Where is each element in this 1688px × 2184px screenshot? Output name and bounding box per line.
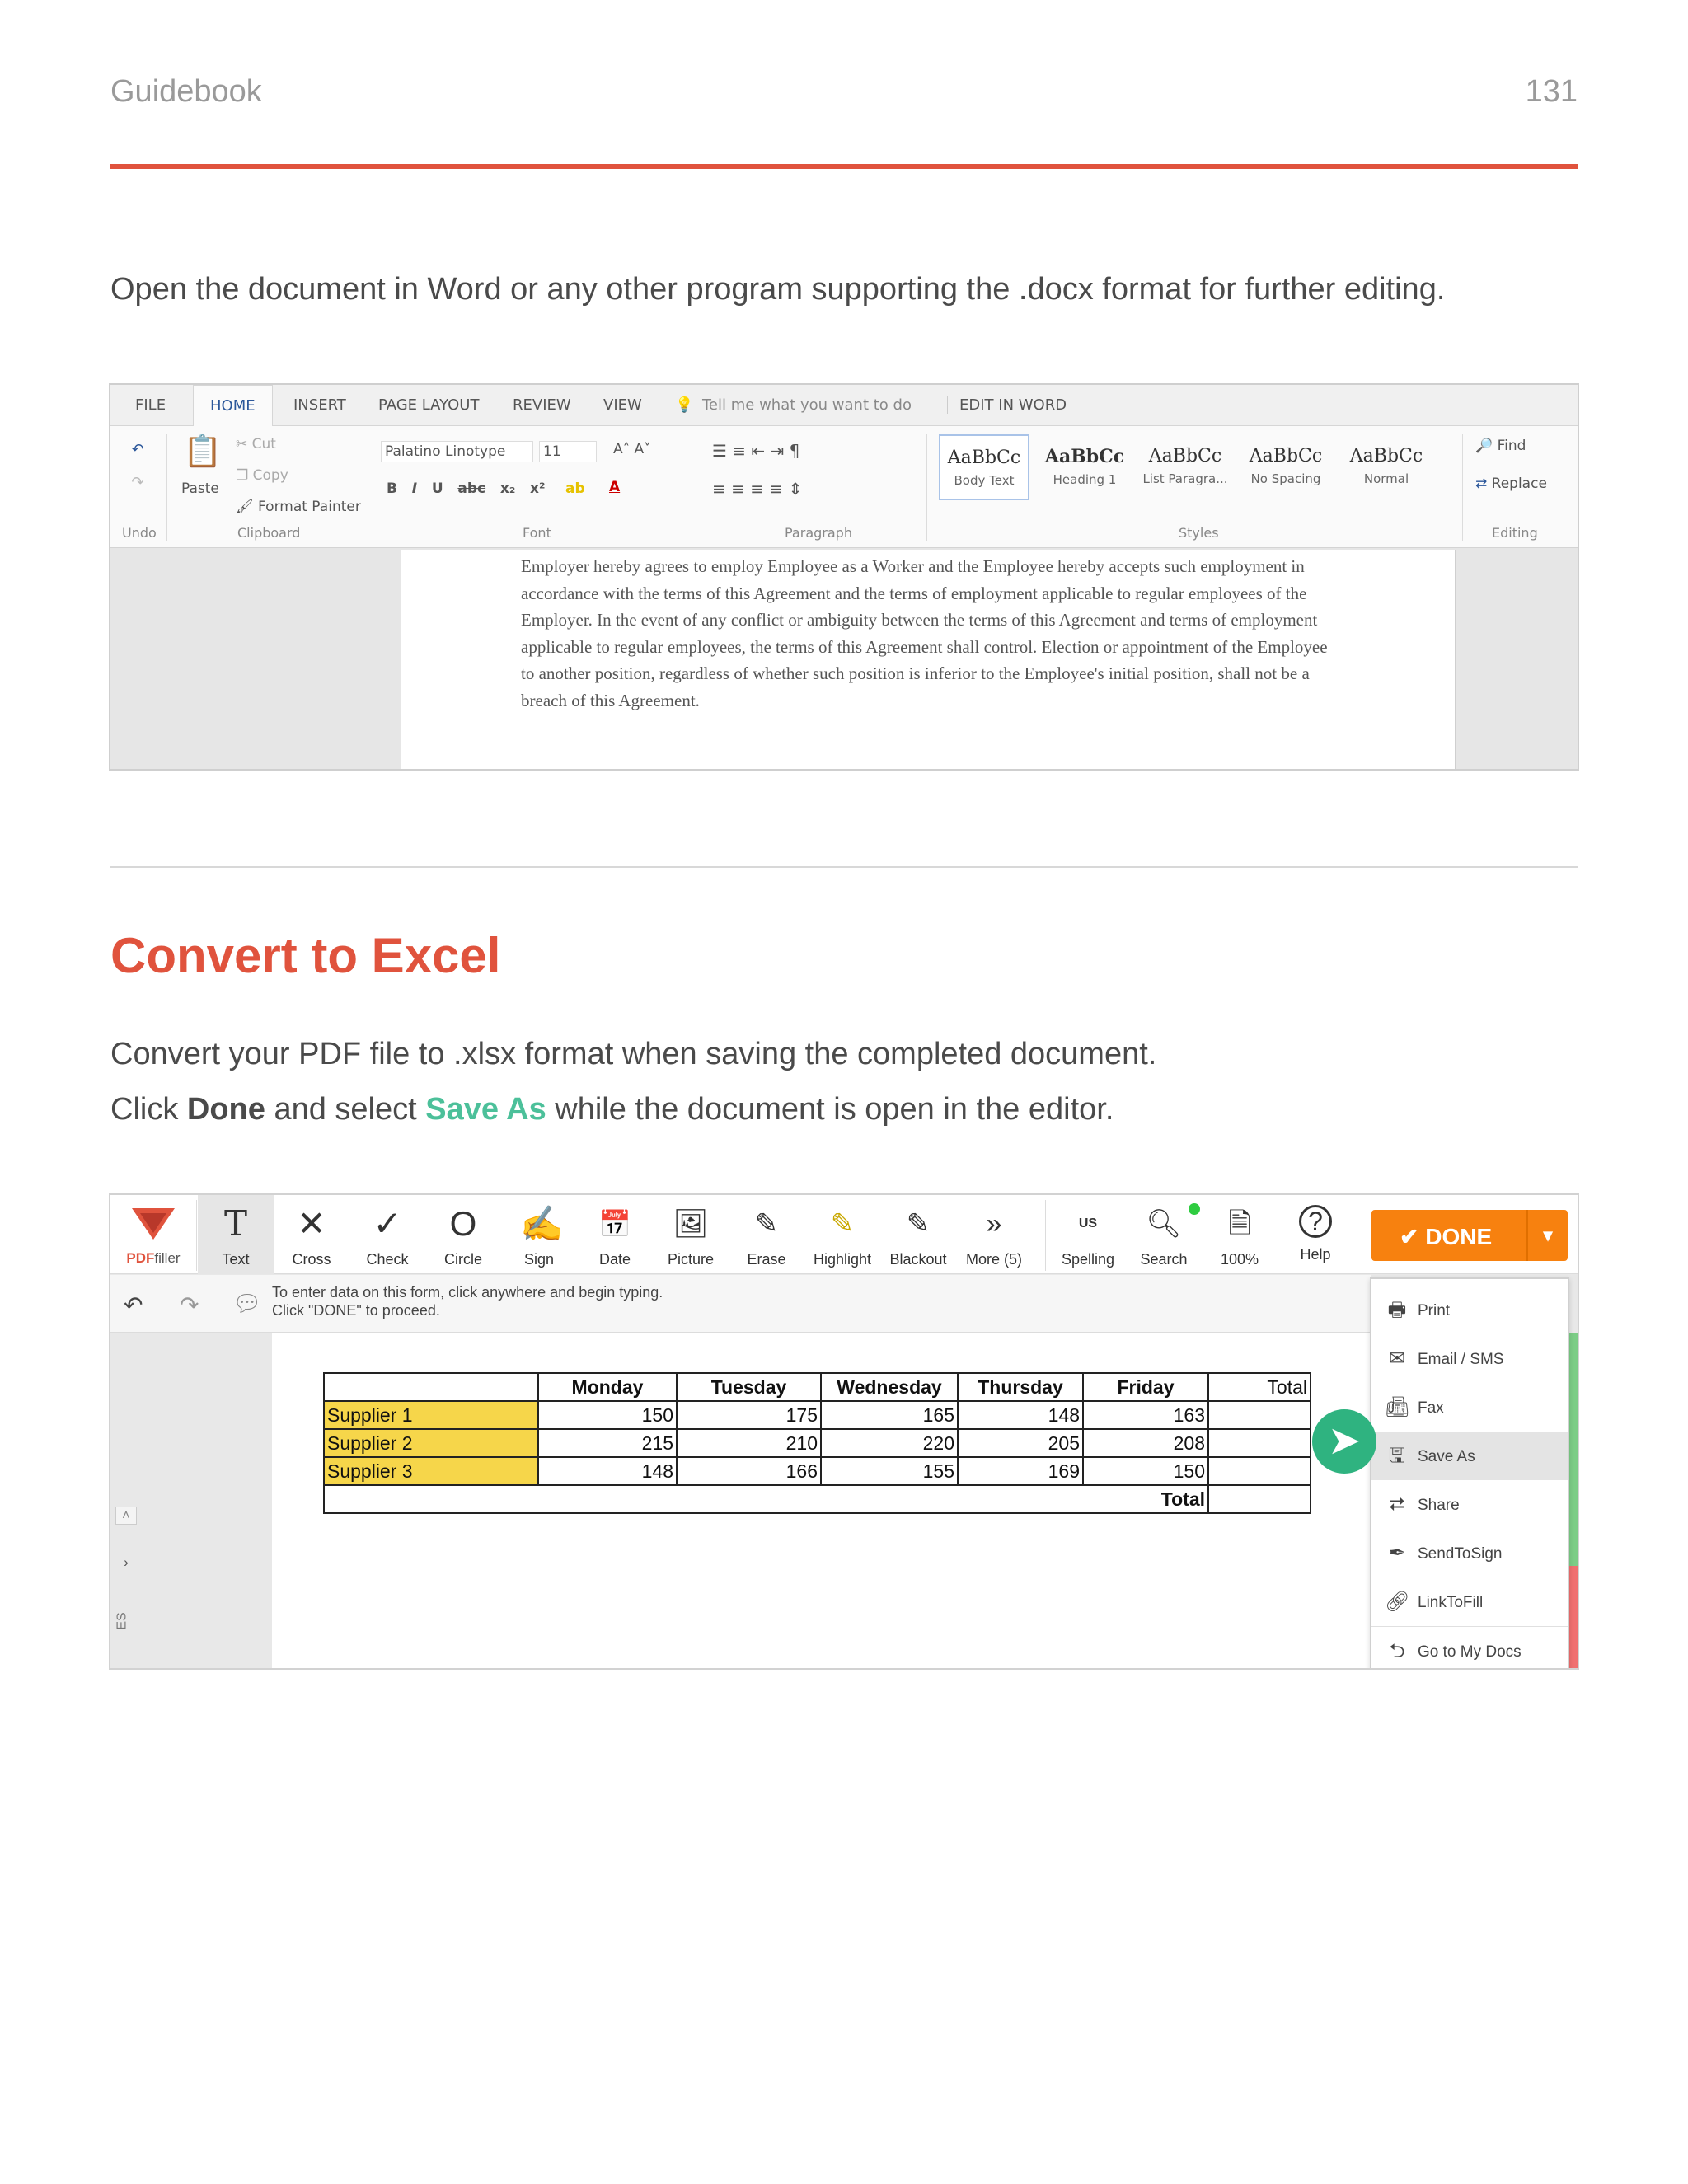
tool-blackout[interactable]	[880, 1195, 956, 1274]
style-list-paragraph[interactable]	[1140, 434, 1231, 500]
done-dropdown-menu	[1370, 1277, 1569, 1670]
table-cell[interactable]	[1208, 1429, 1311, 1457]
word-ribbon	[110, 426, 1578, 548]
copy-label: Copy	[252, 467, 288, 484]
style-name: List Paragra...	[1142, 471, 1228, 486]
word-screenshot	[109, 383, 1579, 771]
header-cell: Total	[1208, 1373, 1311, 1401]
style-name: Normal	[1363, 471, 1409, 486]
header-cell: Friday	[1083, 1373, 1208, 1401]
header-rule	[110, 164, 1578, 169]
text: and select	[265, 1092, 426, 1127]
blackout-icon: ✎	[906, 1208, 931, 1240]
pdf-toolbar	[110, 1195, 1578, 1274]
sidebar-label: ES	[115, 1612, 129, 1630]
tool-erase[interactable]	[729, 1195, 804, 1274]
highlight-color-icon[interactable]: ab	[565, 480, 585, 497]
tool-date[interactable]	[577, 1195, 653, 1274]
tool-help[interactable]	[1278, 1195, 1353, 1274]
table-row	[324, 1401, 1311, 1429]
lightbulb-icon: 💡	[675, 396, 694, 414]
table-cell[interactable]: 150	[538, 1401, 677, 1429]
tool-more[interactable]	[956, 1195, 1032, 1274]
text-icon: T	[223, 1203, 247, 1244]
tool-label: Check	[366, 1251, 409, 1268]
menu-item-send-to-sign[interactable]	[1372, 1529, 1568, 1577]
replace-label: Replace	[1491, 476, 1547, 492]
font-color-icon[interactable]: A	[609, 479, 621, 495]
check-icon: ✓	[373, 1204, 402, 1243]
group-label-editing: Editing	[1492, 525, 1538, 541]
pdffiller-logo-icon	[130, 1205, 176, 1241]
link-to-fill-icon: 🔗︎	[1385, 1591, 1410, 1613]
menu-item-go-to-docs[interactable]	[1372, 1626, 1568, 1670]
save-as-icon: 🖫︎	[1388, 1445, 1406, 1467]
style-normal[interactable]	[1341, 434, 1432, 500]
pdf-subbar	[110, 1275, 1372, 1333]
header-cell: Thursday	[958, 1373, 1083, 1401]
total-spacer	[324, 1485, 1083, 1513]
sidebar-collapse-icon[interactable]: ˄	[115, 1507, 137, 1525]
table-cell[interactable]: 169	[958, 1457, 1083, 1485]
table-header-row	[324, 1373, 1311, 1401]
logo-text-b: filler	[154, 1250, 181, 1266]
comment-icon[interactable]: 💬︎	[232, 1291, 262, 1316]
pdffiller-logo	[115, 1202, 191, 1271]
table-cell[interactable]: 150	[1083, 1457, 1208, 1485]
ribbon-divider	[166, 434, 167, 541]
right-strip-red	[1568, 1566, 1579, 1670]
table-cell[interactable]: 148	[538, 1457, 677, 1485]
tool-label: More (5)	[965, 1251, 1022, 1268]
undo-icon[interactable]: ↶	[124, 1292, 143, 1318]
ribbon-divider	[926, 434, 927, 541]
header-cell: Wednesday	[821, 1373, 958, 1401]
tool-circle[interactable]	[425, 1195, 501, 1274]
paste-icon[interactable]: 📋	[183, 433, 223, 469]
logo-text	[115, 1250, 191, 1267]
redo-icon[interactable]: ↷	[180, 1292, 199, 1318]
header-cell: Monday	[538, 1373, 677, 1401]
guidebook-title: Guidebook	[110, 74, 262, 109]
table-cell[interactable]: 220	[821, 1429, 958, 1457]
pointer-arrow-icon: ➤	[1312, 1409, 1376, 1474]
intro-paragraph: Open the document in Word or any other program supporting the .docx format for further editing.	[110, 272, 1446, 307]
section-divider	[110, 866, 1578, 868]
format-buttons[interactable]: B I U abc x₂ x²	[387, 480, 546, 497]
tab-view[interactable]: VIEW	[603, 396, 642, 414]
style-no-spacing[interactable]	[1240, 434, 1331, 500]
section-title: Convert to Excel	[110, 928, 501, 983]
table-cell[interactable]: 208	[1083, 1429, 1208, 1457]
tool-label: Text	[222, 1251, 250, 1268]
header-cell: Tuesday	[677, 1373, 821, 1401]
tab-review[interactable]: REVIEW	[513, 396, 571, 414]
menu-item-link-to-fill[interactable]	[1372, 1577, 1568, 1626]
help-icon: ?	[1299, 1205, 1332, 1238]
tool-label: Sign	[523, 1251, 555, 1268]
erase-icon: ✎	[754, 1208, 779, 1240]
logo-text-a: PDF	[126, 1250, 155, 1266]
find-button[interactable]: 🔎 Find	[1475, 438, 1526, 454]
undo-icon[interactable]: ↶	[131, 441, 144, 458]
table-cell[interactable]: 175	[677, 1401, 821, 1429]
font-name-select[interactable]: Palatino Linotype	[381, 441, 533, 462]
total-label: Total	[1083, 1485, 1208, 1513]
total-cell[interactable]	[1208, 1485, 1311, 1513]
instruction-line-2	[110, 1092, 1114, 1127]
tool-check[interactable]	[349, 1195, 425, 1274]
date-icon: 📅	[598, 1209, 631, 1239]
table-cell[interactable]	[1208, 1401, 1311, 1429]
list-buttons[interactable]: ☰ ≡ ⇤ ⇥ ¶	[712, 441, 800, 461]
tool-highlight[interactable]	[804, 1195, 880, 1274]
tab-insert[interactable]: INSERT	[293, 396, 346, 414]
table-cell[interactable]: 205	[958, 1429, 1083, 1457]
sign-icon: ✍	[520, 1204, 564, 1243]
text: Click	[110, 1092, 187, 1127]
menu-item-email-sms[interactable]	[1372, 1334, 1568, 1383]
menu-item-share[interactable]	[1372, 1480, 1568, 1529]
tool-zoom[interactable]	[1202, 1195, 1278, 1274]
ribbon-divider	[1462, 434, 1463, 541]
paste-label[interactable]: Paste	[181, 480, 219, 497]
table-cell[interactable]: 148	[958, 1401, 1083, 1429]
tab-file[interactable]: FILE	[135, 396, 166, 414]
table-cell[interactable]: 215	[538, 1429, 677, 1457]
cut-label: Cut	[251, 436, 276, 452]
copy-button[interactable]: ❐ Copy	[236, 467, 288, 484]
font-size-select[interactable]: 11	[539, 441, 597, 462]
menu-label: Print	[1418, 1302, 1451, 1319]
menu-label: Save As	[1418, 1448, 1475, 1465]
menu-label: LinkToFill	[1418, 1594, 1484, 1611]
hint-line-2: Click "DONE" to proceed.	[272, 1302, 440, 1319]
format-painter-button[interactable]: 🖌 Format Painter	[236, 499, 361, 515]
document-paragraph: Employer hereby agrees to employ Employee as a Worker and the Employee hereby accepts such employment in accordance with the terms of this Agreement and the terms of employment applicable to regular employees of the Employer. In the event of any conflict or ambiguity between the terms of this Agreement and terms of employment applicable to regular employees, the terms of this Agreement shall control. Election or appointment of the Employee to another position, regardless of whether such position is inferior to the Employee's initial position, shall not be a breach of this Agreement.	[521, 556, 1328, 710]
pdf-sidebar	[110, 1333, 272, 1670]
menu-label: Go to My Docs	[1418, 1643, 1522, 1661]
tool-picture[interactable]	[653, 1195, 729, 1274]
tool-label: Circle	[443, 1251, 482, 1268]
tool-label: Spelling	[1061, 1251, 1115, 1268]
done-dropdown-icon[interactable]: ▾	[1526, 1210, 1568, 1261]
table-cell[interactable]: 210	[677, 1429, 821, 1457]
email-icon: ✉	[1388, 1347, 1406, 1370]
table-cell[interactable]	[1208, 1457, 1311, 1485]
style-sample: AaBbCc	[1148, 446, 1222, 466]
done-emphasis: Done	[186, 1092, 265, 1127]
send-to-sign-icon: ✒	[1388, 1542, 1406, 1564]
style-sample: AaBbCc	[947, 448, 1021, 468]
style-name: Body Text	[954, 473, 1015, 488]
tab-page-layout[interactable]: PAGE LAYOUT	[378, 396, 480, 414]
tool-label: Cross	[292, 1251, 331, 1268]
style-heading-1[interactable]	[1039, 434, 1130, 500]
tool-sign[interactable]	[501, 1195, 577, 1274]
tool-spelling[interactable]	[1050, 1195, 1126, 1274]
menu-label: Share	[1418, 1497, 1460, 1514]
text: while the document is open in the editor.	[546, 1092, 1114, 1127]
table-cell[interactable]: 165	[821, 1401, 958, 1429]
table-cell[interactable]: 163	[1083, 1401, 1208, 1429]
fax-icon: 📠︎	[1385, 1396, 1410, 1418]
style-sample: AaBbCc	[1349, 446, 1423, 466]
row-label[interactable]: Supplier 3	[324, 1457, 538, 1485]
done-text: DONE	[1425, 1224, 1493, 1249]
redo-icon[interactable]: ↷	[131, 474, 144, 491]
tool-label: Help	[1300, 1246, 1331, 1263]
format-painter-label: Format Painter	[258, 499, 361, 515]
grow-shrink-font-icons[interactable]: A˄ A˅	[613, 441, 651, 457]
circle-icon: O	[449, 1204, 477, 1243]
row-label[interactable]: Supplier 1	[324, 1401, 538, 1429]
pdffiller-screenshot	[109, 1193, 1579, 1670]
table-cell[interactable]: 166	[677, 1457, 821, 1485]
cross-icon: ✕	[297, 1204, 326, 1243]
highlight-icon: ✎	[830, 1208, 855, 1240]
instruction-line-1: Convert your PDF file to .xlsx format when saving the completed document.	[110, 1037, 1157, 1071]
tell-me-box[interactable]: Tell me what you want to do	[702, 396, 912, 414]
tool-label: Search	[1140, 1251, 1188, 1268]
group-label-styles: Styles	[1179, 525, 1219, 541]
toolbar-divider	[1045, 1200, 1046, 1271]
tab-home[interactable]: HOME	[193, 385, 273, 426]
menu-item-fax[interactable]	[1372, 1383, 1568, 1432]
style-name: Heading 1	[1053, 472, 1117, 487]
done-button[interactable]	[1372, 1210, 1568, 1261]
supplier-table	[323, 1372, 1311, 1514]
cut-button[interactable]: ✂ Cut	[236, 436, 276, 452]
style-name: No Spacing	[1250, 471, 1321, 486]
alignment-buttons[interactable]: ≡ ≡ ≡ ≡ ⇕	[712, 479, 803, 499]
sidebar-expand-icon[interactable]: ›	[124, 1554, 129, 1570]
tool-text[interactable]	[198, 1195, 274, 1274]
spelling-icon	[1069, 1205, 1107, 1243]
table-row	[324, 1429, 1311, 1457]
print-icon: 🖶︎	[1387, 1299, 1407, 1321]
word-document-page[interactable]	[401, 550, 1456, 771]
menu-label: Fax	[1418, 1399, 1444, 1417]
word-tab-bar	[110, 385, 1578, 426]
table-row	[324, 1457, 1311, 1485]
toolbar-divider	[196, 1200, 197, 1271]
more-icon: »	[986, 1208, 1002, 1240]
find-label: Find	[1497, 438, 1526, 454]
search-icon: 🔍︎	[1146, 1208, 1182, 1240]
menu-label: SendToSign	[1418, 1545, 1503, 1563]
style-sample: AaBbCc	[1044, 446, 1125, 467]
form-hint	[272, 1283, 663, 1319]
menu-item-print[interactable]	[1372, 1286, 1568, 1334]
done-label: ✔ DONE	[1400, 1224, 1493, 1249]
save-as-emphasis: Save As	[425, 1092, 546, 1127]
tool-label: Blackout	[889, 1251, 947, 1268]
group-label-undo: Undo	[122, 525, 157, 541]
group-label-paragraph: Paragraph	[785, 525, 852, 541]
spelling-language: US	[1078, 1216, 1098, 1230]
group-label-clipboard: Clipboard	[237, 525, 301, 541]
group-label-font: Font	[523, 525, 551, 541]
style-sample: AaBbCc	[1249, 446, 1323, 466]
tool-label: 100%	[1220, 1251, 1259, 1268]
status-dot	[1189, 1203, 1200, 1215]
tool-label: Erase	[747, 1251, 786, 1268]
zoom-icon: 🗎	[1228, 1208, 1251, 1240]
tool-label: Date	[598, 1251, 631, 1268]
hint-line-1: To enter data on this form, click anywhere and begin typing.	[272, 1284, 663, 1301]
share-icon: ⮂	[1389, 1493, 1405, 1516]
go-to-docs-icon: ⮌	[1389, 1640, 1405, 1662]
tool-label: Highlight	[813, 1251, 872, 1268]
replace-button[interactable]: ⇄ Replace	[1475, 476, 1547, 492]
menu-item-save-as[interactable]	[1372, 1432, 1568, 1480]
edit-in-word-link[interactable]: EDIT IN WORD	[947, 396, 1067, 414]
table-cell[interactable]: 155	[821, 1457, 958, 1485]
page-number: 131	[1525, 74, 1578, 109]
header-blank	[324, 1373, 538, 1401]
total-row	[324, 1485, 1311, 1513]
picture-icon: 🖼	[673, 1208, 709, 1240]
tool-label: Picture	[667, 1251, 715, 1268]
style-body-text[interactable]	[939, 434, 1029, 500]
menu-label: Email / SMS	[1418, 1351, 1504, 1368]
tool-cross[interactable]	[274, 1195, 349, 1274]
row-label[interactable]: Supplier 2	[324, 1429, 538, 1457]
